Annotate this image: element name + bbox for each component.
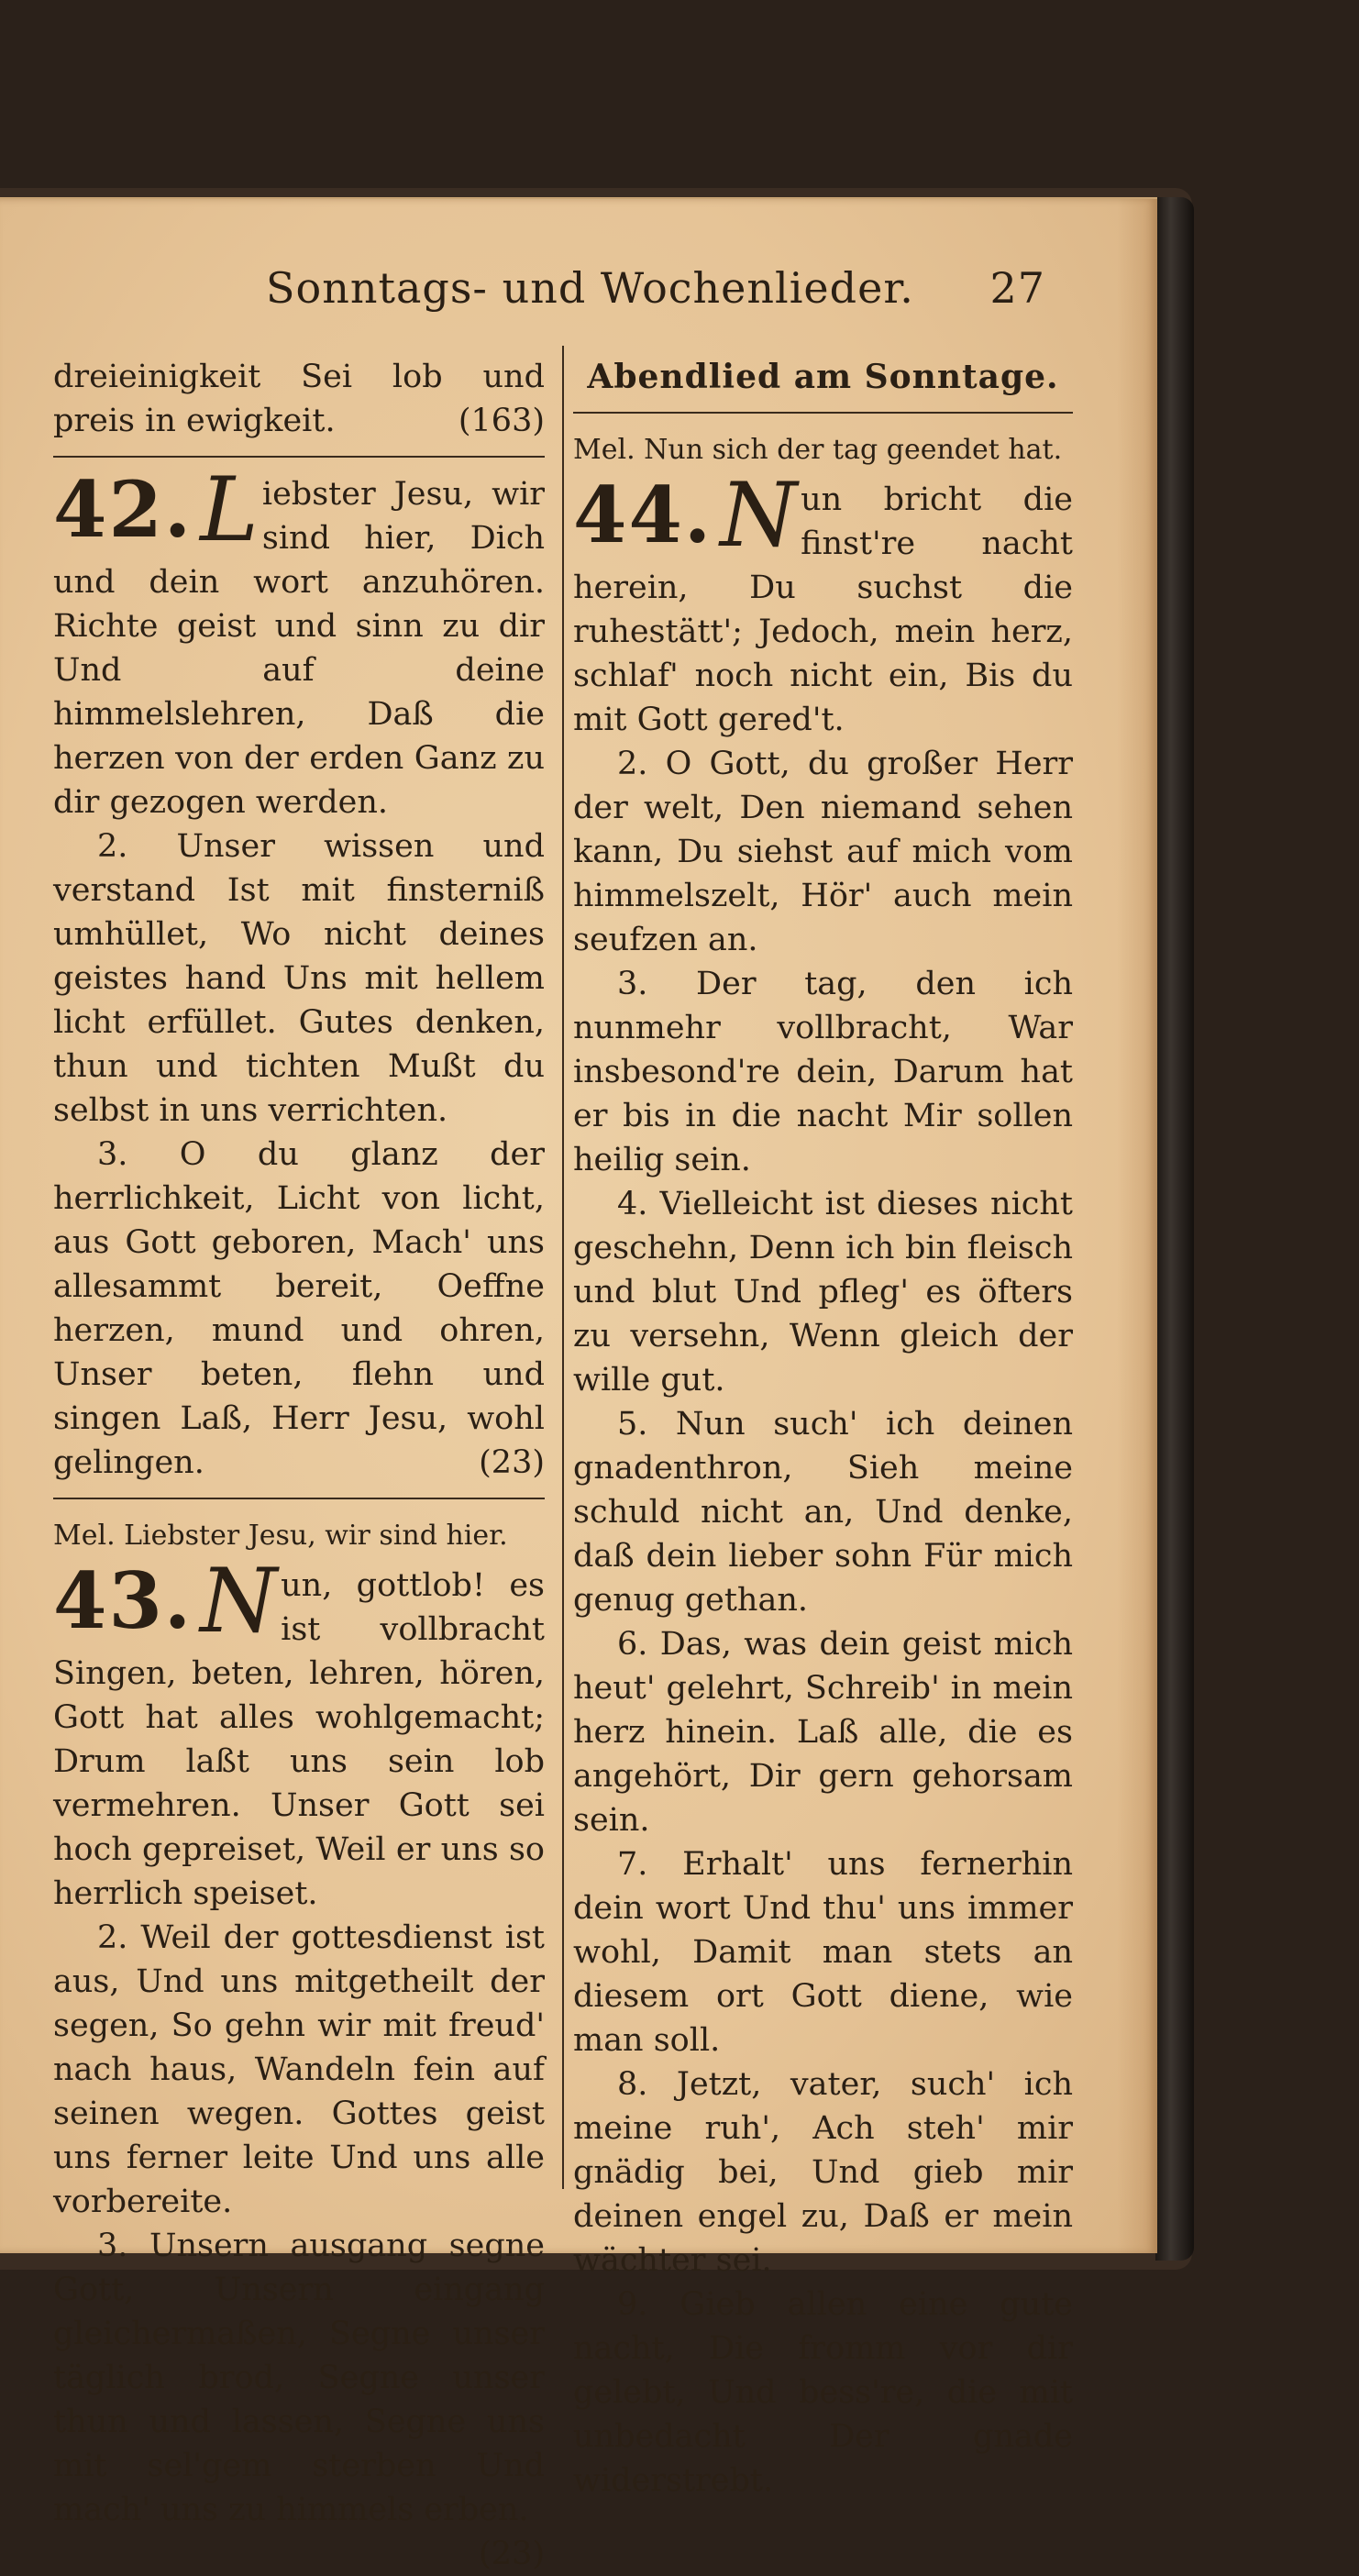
hymn-separator (53, 456, 545, 458)
hymn-43-number: 43. (53, 1555, 193, 1646)
hymn-44-verse-3: 3. Der tag, den ich nunmehr vollbracht, War insbesond're dein, Darum hat er bis in die nacht Mir sollen heilig sein. (573, 966, 1073, 1178)
hymn-44-verse-7: 7. Erhalt' uns fernerhin dein wort Und thu' uns immer wohl, Damit man stets an diesem ort Gott diene, wie man soll. (573, 1846, 1073, 2059)
book-spine (1155, 197, 1194, 2261)
hymn-42-ref: (23) (479, 1444, 545, 1481)
hymn-43-first-text: un, gottlob! es ist vollbracht Singen, beten, lehren, hören, Gott hat alles wohlgemacht; Drum laßt uns sein lob vermehren. Unser Gott sei hoch gepreiset, Weil er uns so herrlich speiset. (53, 1567, 545, 1912)
hymn-44-verse-5: 5. Nun such' ich deinen gnadenthron, Sieh meine schuld nicht an, Und denke, daß dein lieber sohn Für mich genug gethan. (573, 1406, 1073, 1619)
continuation-text (53, 355, 545, 443)
hymn-43-ref: (23) (479, 2536, 545, 2572)
right-column (573, 355, 1073, 2503)
column-divider (562, 346, 564, 2189)
hymn-43-initial: N (200, 1550, 278, 1653)
hymn-42-verse-1 (53, 459, 545, 824)
hymn-44-title: Abendlied am Sonntage. (587, 358, 1059, 396)
page-edge (1117, 199, 1157, 2253)
hymn-44-number: 44. (573, 470, 713, 560)
hymn-42-initial: L (200, 459, 259, 561)
page-header (266, 263, 1064, 327)
hymn-42-first-text: iebster Jesu, wir sind hier, Dich und dein wort anzuhören. Richte geist und sinn zu dir Und auf deine himmelslehren, Daß die herzen von der erden Ganz zu dir gezogen werden. (53, 476, 545, 821)
hymn-44-verse-8: 8. Jetzt, vater, such' ich meine ruh', Ach steh' mir gnädig bei, Und gieb mir deinen engel zu, Daß er mein wächter sei. (573, 2066, 1073, 2279)
hymn-43-verse-1 (53, 1550, 545, 1916)
hymn-44 (573, 355, 1073, 2503)
hymn-42-verse-3-text: 3. O du glanz der herrlichkeit, Licht von licht, aus Gott geboren, Mach' uns allesammt bereit, Oeffne herzen, mund und ohren, Unser beten, flehn und singen Laß, Herr Jesu, wohl gelingen. (53, 1136, 545, 1481)
hymn-44-verse-1 (573, 464, 1073, 742)
continuation-verse: dreieinigkeit Sei lob und preis in ewigkeit. (53, 359, 545, 439)
hymn-43-melody: Mel. Liebster Jesu, wir sind hier. (53, 1520, 508, 1552)
hymn-44-verse-6: 6. Das, was dein geist mich heut' gelehrt, Schreib' in mein herz hinein. Laß alle, die es angehört, Dir gern gehorsam sein. (573, 1626, 1073, 1839)
hymn-43-verse-3 (53, 2224, 545, 2572)
hymn-42-verse-2: 2. Unser wissen und verstand Ist mit finsterniß umhüllet, Wo nicht deines geistes hand Uns mit hellem licht erfüllet. Gutes denken, thun und tichten Mußt du selbst in uns verrichten. (53, 828, 545, 1129)
hymn-44-melody: Mel. Nun sich der tag geendet hat. (573, 434, 1063, 466)
page-number: 27 (989, 263, 1045, 313)
hymn-44-initial: N (720, 464, 798, 567)
hymn-44-verse-9: 9. Gieb allen eine gute nacht, Die fromm vor dir gelebt, Und bess're, die mit unbedacht Der gnade widerstrebt. (573, 2286, 1073, 2499)
running-title: Sonntags- und Wochenlieder. (266, 263, 914, 313)
hymn-42-number: 42. (53, 464, 193, 555)
book-page (0, 197, 1157, 2572)
hymn-42 (53, 459, 545, 1485)
hymn-44-verse-4: 4. Vielleicht ist dieses nicht geschehn, Denn ich bin fleisch und blut Und pfleg' es öfters zu versehn, Wenn gleich der wille gut. (573, 1186, 1073, 1399)
hymn-43-verse-2: 2. Weil der gottesdienst ist aus, Und uns mitgetheilt der segen, So gehn wir mit freud' nach haus, Wandeln fein auf seinen wegen. Gottes geist uns ferner leite Und uns alle vorbereite. (53, 1919, 545, 2220)
hymn-44-verse-2: 2. O Gott, du großer Herr der welt, Den niemand sehen kann, Du siehst auf mich vom himmelszelt, Hör' auch mein seufzen an. (573, 746, 1073, 958)
left-column (53, 355, 545, 2576)
hymn-44-first-text: un bricht die finst're nacht herein, Du suchst die ruhestätt'; Jedoch, mein herz, schlaf' noch nicht ein, Bis du mit Gott gered't. (573, 481, 1073, 738)
hymn-43 (53, 1514, 545, 2572)
continuation-ref: (163) (458, 403, 545, 439)
hymn-42-verse-3 (53, 1133, 545, 1485)
hymn-43-verse-3-text: 3. Unsern ausgang segne Gott, Unsern eingang gleichermaßen, Segne unser täglich brod, Segne unser thun und lassen, Segne uns mit sel'gem sterben Und mach' uns zu himmels erben. (53, 2228, 545, 2528)
title-separator (573, 412, 1073, 414)
hymn-separator (53, 1498, 545, 1499)
